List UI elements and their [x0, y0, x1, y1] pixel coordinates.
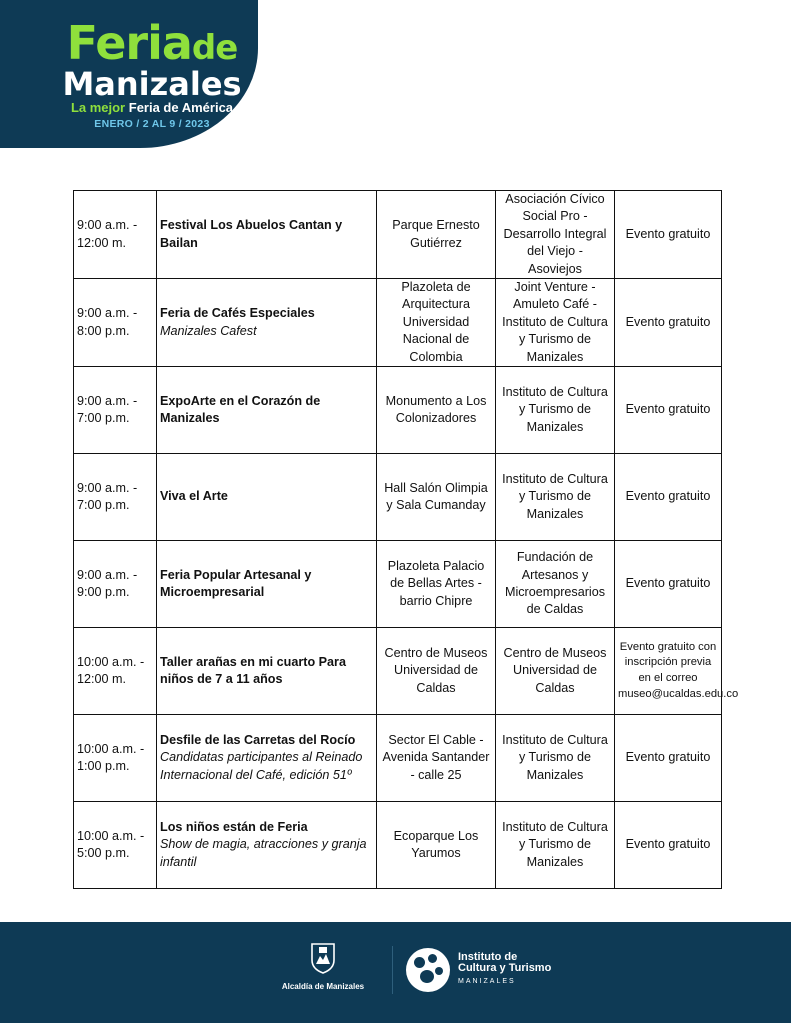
footer-divider [392, 946, 393, 994]
alcaldia-label: Alcaldía de Manizales [281, 982, 365, 991]
event-subtitle: Manizales Cafest [160, 323, 257, 338]
table-row [74, 279, 722, 367]
event-time: 9:00 a.m. - 12:00 m. [74, 191, 157, 279]
instituto-line1: Instituto de [458, 951, 518, 963]
event-time: 10:00 a.m. - 1:00 p.m. [74, 715, 157, 802]
alcaldia-logo [278, 942, 368, 991]
event-description [157, 715, 377, 802]
event-place: Ecoparque Los Yarumos [377, 802, 496, 889]
feria-logo [52, 16, 252, 130]
event-organizer: Instituto de Cultura y Turismo de Manizales [496, 367, 615, 454]
event-title: Viva el Arte [160, 489, 228, 504]
event-place: Hall Salón Olimpia y Sala Cumanday [377, 454, 496, 541]
table-row [74, 367, 722, 454]
event-organizer: Joint Venture - Amuleto Café - Instituto de Cultura y Turismo de Manizales [496, 279, 615, 367]
instituto-mark-icon [406, 948, 450, 992]
logo-tagline-b: Feria de América [128, 100, 234, 115]
event-description [157, 628, 377, 715]
event-organizer: Asociación Cívico Social Pro - Desarrollo Integral del Viejo - Asoviejos [496, 191, 615, 279]
event-cost: Evento gratuito [615, 454, 722, 541]
table-row [74, 191, 722, 279]
event-place: Plazoleta de Arquitectura Universidad Nacional de Colombia [377, 279, 496, 367]
event-time: 9:00 a.m. - 7:00 p.m. [74, 454, 157, 541]
event-cost: Evento gratuito [615, 191, 722, 279]
event-title: Feria de Cafés Especiales [160, 306, 315, 321]
event-description [157, 191, 377, 279]
event-place: Parque Ernesto Gutiérrez [377, 191, 496, 279]
instituto-line3: MANIZALES [458, 978, 516, 985]
event-cost: Evento gratuito [615, 541, 722, 628]
event-cost: Evento gratuito [615, 367, 722, 454]
event-subtitle: Candidatas participantes al Reinado Internacional del Café, edición 51º [160, 750, 363, 782]
event-title: ExpoArte en el Corazón de Manizales [160, 393, 321, 426]
event-description [157, 541, 377, 628]
event-organizer: Fundación de Artesanos y Microempresarios de Caldas [496, 541, 615, 628]
event-place: Sector El Cable - Avenida Santander - calle 25 [377, 715, 496, 802]
event-time: 9:00 a.m. - 7:00 p.m. [74, 367, 157, 454]
event-time: 10:00 a.m. - 5:00 p.m. [74, 802, 157, 889]
event-title: Desfile de las Carretas del Rocío [160, 732, 356, 747]
table-row [74, 541, 722, 628]
event-organizer: Centro de Museos Universidad de Caldas [496, 628, 615, 715]
event-time: 10:00 a.m. - 12:00 m. [74, 628, 157, 715]
event-cost: Evento gratuito [615, 715, 722, 802]
instituto-logo [406, 948, 556, 992]
event-description [157, 802, 377, 889]
instituto-line2: Cultura y Turismo [458, 962, 552, 974]
table-row [74, 454, 722, 541]
logo-manizales: Manizales [62, 65, 242, 103]
event-title: Los niños están de Feria [160, 819, 308, 834]
logo-tagline-a: La mejor [70, 100, 126, 115]
logo-dates: ENERO / 2 AL 9 / 2023 [94, 118, 210, 130]
table-row [74, 715, 722, 802]
event-time: 9:00 a.m. - 9:00 p.m. [74, 541, 157, 628]
table-row [74, 628, 722, 715]
event-schedule-table [73, 190, 739, 889]
logo-feria: Feria [66, 16, 192, 70]
header-banner [0, 0, 258, 148]
event-time: 9:00 a.m. - 8:00 p.m. [74, 279, 157, 367]
event-subtitle: Show de magia, atracciones y granja infantil [160, 837, 367, 869]
event-organizer: Instituto de Cultura y Turismo de Manizales [496, 454, 615, 541]
event-title: Taller arañas en mi cuarto Para niños de 7 a 11 años [160, 654, 346, 687]
footer-banner [0, 922, 791, 1023]
event-organizer: Instituto de Cultura y Turismo de Manizales [496, 802, 615, 889]
event-cost: Evento gratuito con inscripción previa en el correo museo@ucaldas.edu.co [615, 628, 722, 715]
event-cost: Evento gratuito [615, 279, 722, 367]
logo-de: de [191, 28, 238, 68]
event-place: Plazoleta Palacio de Bellas Artes - barrio Chipre [377, 541, 496, 628]
event-place: Centro de Museos Universidad de Caldas [377, 628, 496, 715]
table-row [74, 802, 722, 889]
event-description [157, 279, 377, 367]
event-title: Festival Los Abuelos Cantan y Bailan [160, 218, 343, 250]
event-place: Monumento a Los Colonizadores [377, 367, 496, 454]
event-title: Feria Popular Artesanal y Microempresarial [160, 567, 312, 600]
event-description [157, 367, 377, 454]
event-organizer: Instituto de Cultura y Turismo de Manizales [496, 715, 615, 802]
shield-icon [310, 942, 336, 974]
event-description [157, 454, 377, 541]
event-cost: Evento gratuito [615, 802, 722, 889]
